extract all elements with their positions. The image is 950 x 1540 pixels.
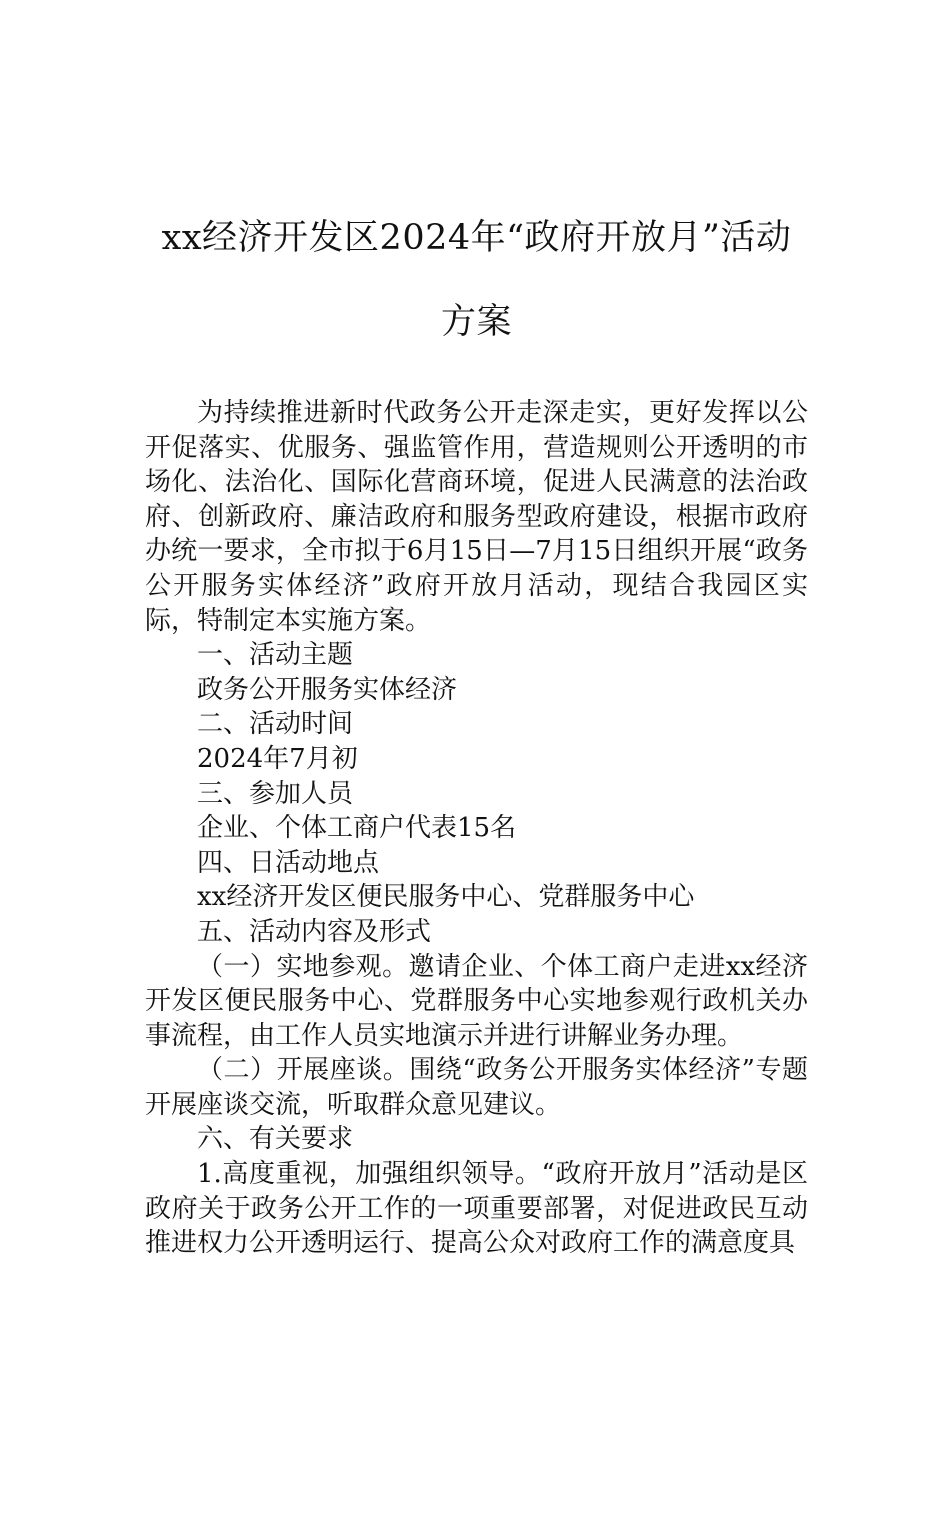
- document-body: [145, 396, 808, 1261]
- section-5-item-2: （二）开展座谈。围绕“政务公开服务实体经济”专题开展座谈交流，听取群众意见建议。: [145, 1055, 808, 1120]
- section-6-item-1: 1.高度重视，加强组织领导。“政府开放月”活动是区政府关于政务公开工作的一项重要部署，对促进政民互动推进权力公开透明运行、提高公众对政府工作的满意度具: [145, 1159, 808, 1259]
- section-6-heading: 六、有关要求: [197, 1124, 354, 1155]
- document-title: [145, 196, 808, 364]
- section-1-heading: 一、活动主题: [197, 640, 354, 671]
- section-3-heading: 三、参加人员: [197, 778, 354, 809]
- document-page: [0, 196, 950, 1540]
- section-1-content: 政务公开服务实体经济: [197, 674, 458, 705]
- intro-paragraph: 为持续推进新时代政务公开走深走实，更好发挥以公开促落实、优服务、强监管作用，营造规则公开透明的市场化、法治化、国际化营商环境，促进人民满意的法治政府、创新政府、廉洁政府和服务型政府建设，根据市政府办统一要求，全市拟于6月15日—7月15日组织开展“政务公开服务实体经济”政府开放月活动，现结合我园区实际，特制定本实施方案。: [145, 398, 808, 636]
- section-2-content: 2024年7月初: [197, 743, 358, 774]
- title-line-2: 方案: [440, 302, 512, 342]
- section-2-heading: 二、活动时间: [197, 709, 354, 740]
- section-4-content: xx经济开发区便民服务中心、党群服务中心: [197, 882, 695, 913]
- section-4-heading: 四、日活动地点: [197, 847, 380, 878]
- section-5-heading: 五、活动内容及形式: [197, 916, 432, 947]
- section-5-item-1: （一）实地参观。邀请企业、个体工商户走进xx经济开发区便民服务中心、党群服务中心实地参观行政机关办事流程，由工作人员实地演示并进行讲解业务办理。: [145, 951, 808, 1051]
- section-3-content: 企业、个体工商户代表15名: [197, 813, 517, 844]
- title-line-1: xx经济开发区2024年“政府开放月”活动: [161, 218, 792, 258]
